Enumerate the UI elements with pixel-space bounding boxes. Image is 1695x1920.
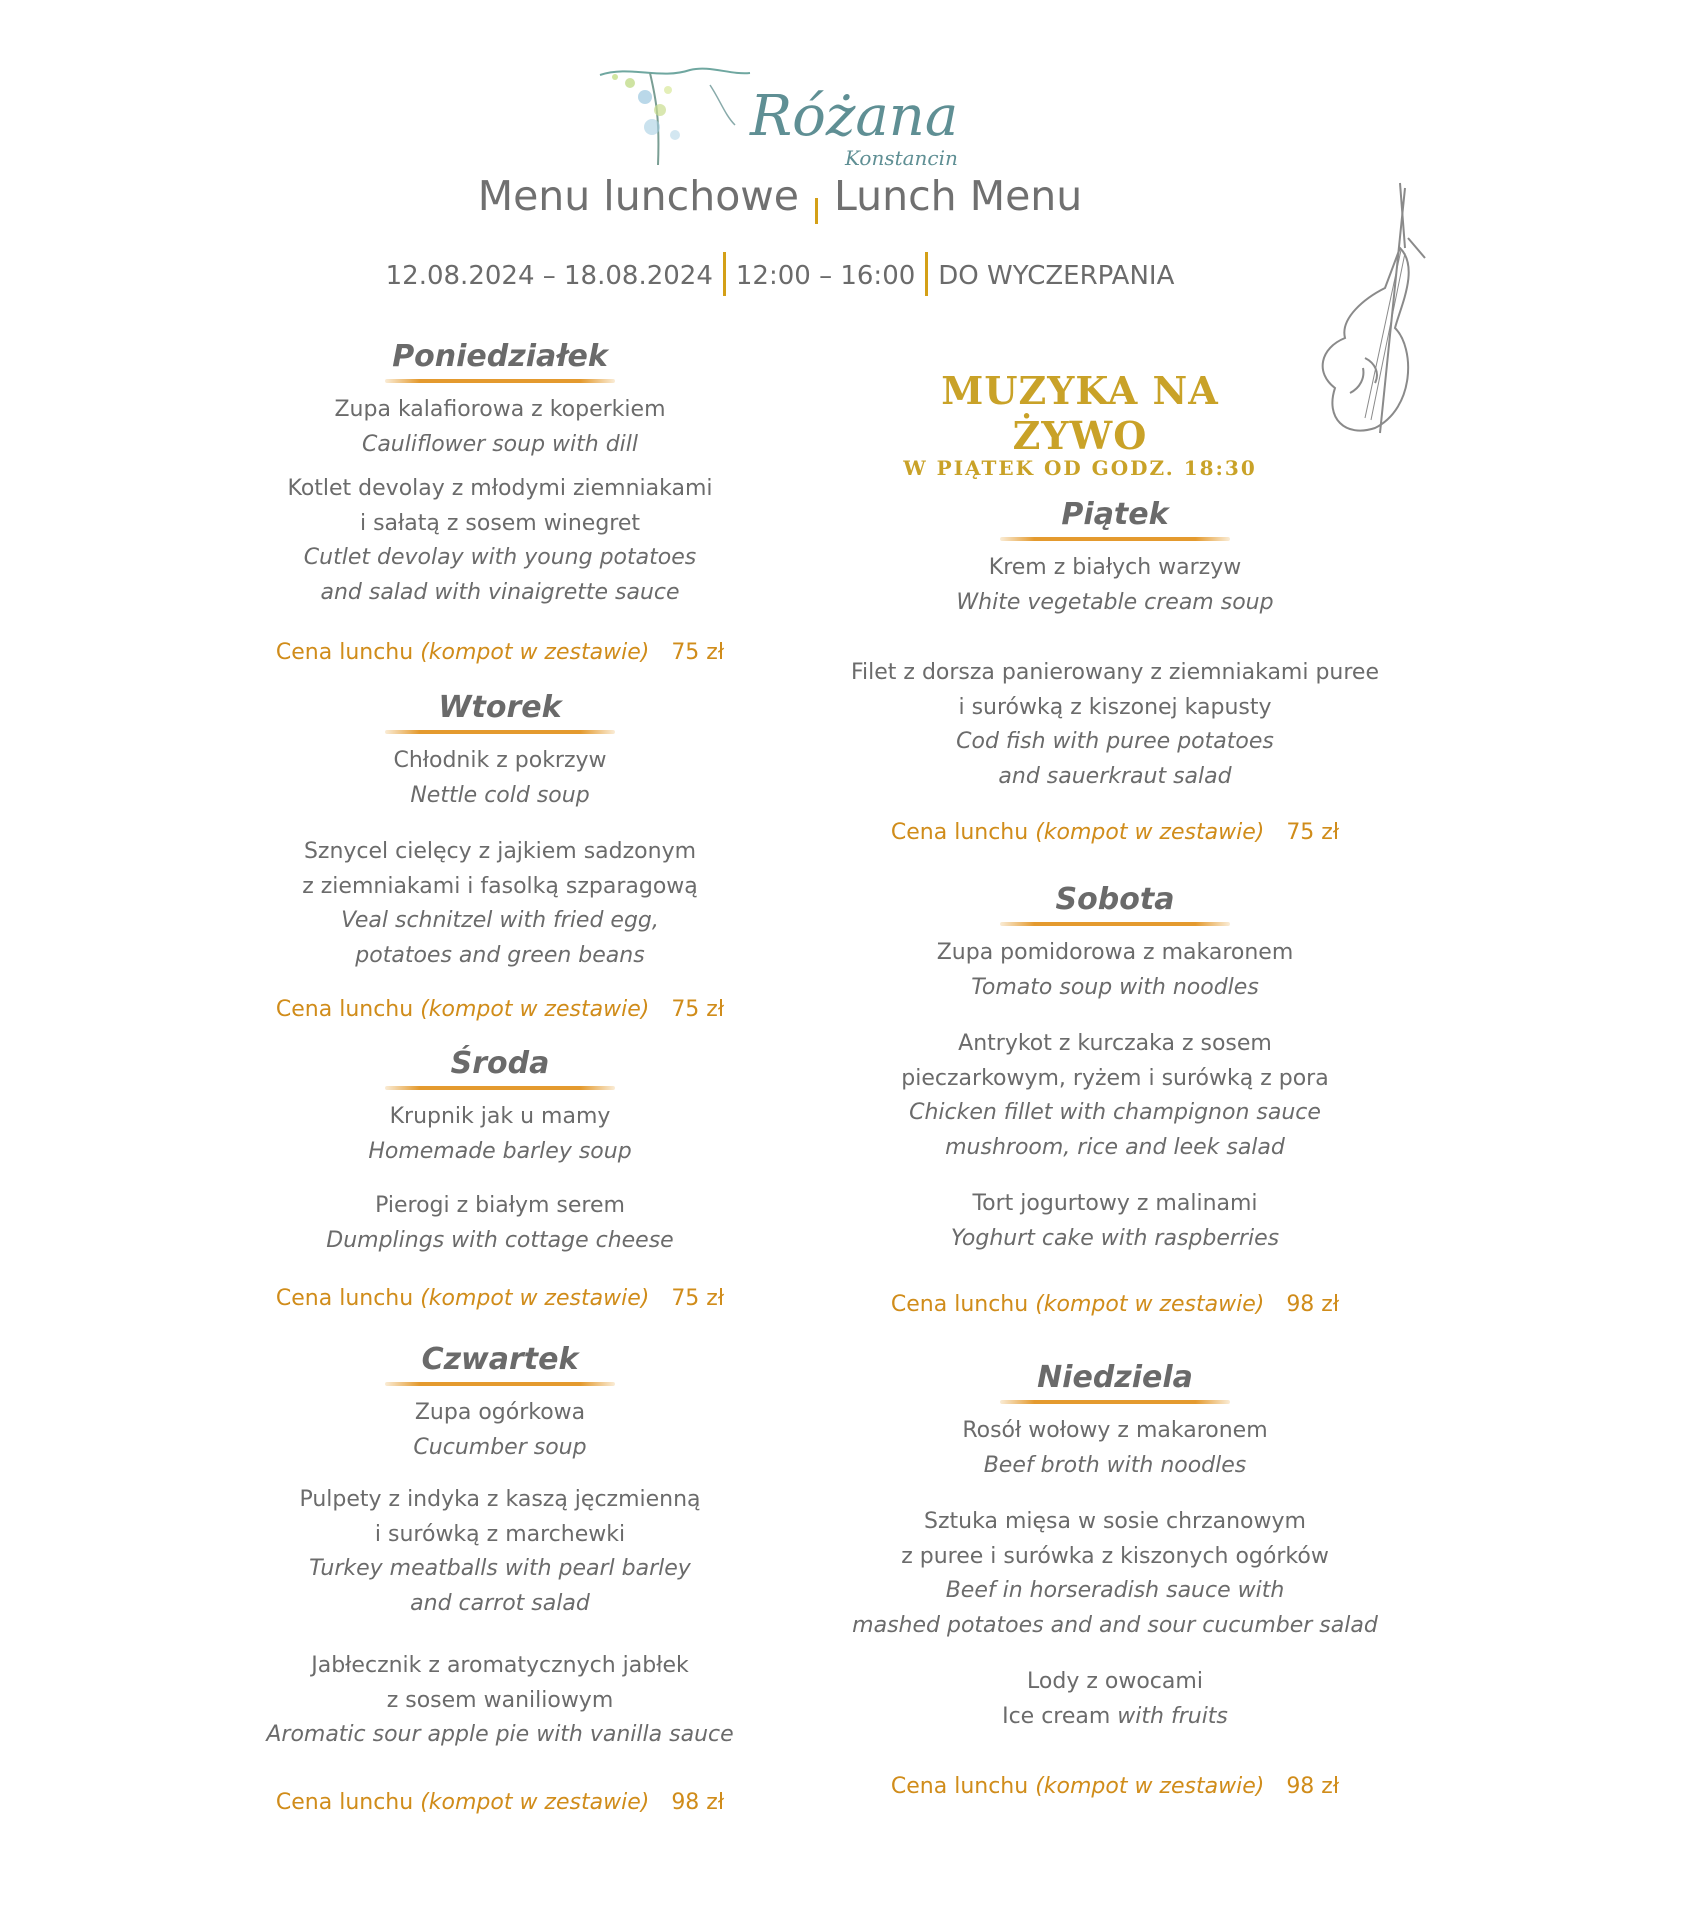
price-label: Cena lunchu — [890, 820, 1029, 845]
dish-en: White vegetable cream soup — [956, 589, 1274, 615]
dish-en: Aromatic sour apple pie with vanilla sauce — [266, 1722, 734, 1747]
menu-item — [835, 551, 1395, 620]
dish-pl: z puree i surówka z kiszonych ogórków — [901, 1543, 1329, 1569]
dish-en: mushroom, rice and leek salad — [945, 1134, 1285, 1160]
live-music-title: MUZYKA NA ŻYWO — [941, 368, 1219, 458]
dish-en: Beef broth with noodles — [983, 1452, 1247, 1478]
day-name: Poniedziałek — [392, 339, 608, 374]
menu-item — [835, 1187, 1395, 1256]
dish-en: Yoghurt cake with raspberries — [950, 1225, 1280, 1251]
menu-item — [220, 744, 780, 813]
dish-pl: i surówką z marchewki — [374, 1521, 626, 1547]
menu-item — [835, 656, 1395, 794]
day-monday — [220, 337, 780, 620]
price-monday — [220, 640, 780, 665]
price-sunday — [835, 1774, 1395, 1799]
dish-en: Turkey meatballs with pearl barley — [309, 1556, 691, 1581]
dish-en — [835, 1700, 1395, 1735]
dish-pl: Jabłecznik z aromatycznych jabłek — [311, 1653, 689, 1678]
dish-en: Veal schnitzel with fried egg, — [341, 908, 659, 933]
dish-pl: Sztuka mięsa w sosie chrzanowym — [924, 1509, 1306, 1534]
day-wednesday — [220, 1044, 780, 1268]
price-note: (kompot w zestawie) — [420, 997, 650, 1022]
logo-name-text: Różana — [750, 84, 959, 149]
price-friday — [835, 820, 1395, 845]
price-thursday — [220, 1790, 780, 1815]
dish-en: Cutlet devolay with young potatoes — [303, 545, 697, 570]
price-note: (kompot w zestawie) — [420, 1286, 650, 1311]
date-range: 12.08.2024 – 18.08.2024 — [385, 261, 713, 291]
price-amount: 98 zł — [1286, 1774, 1340, 1799]
dish-en: potatoes and green beans — [355, 942, 645, 968]
title-separator — [815, 198, 818, 224]
dish-pl: Rosół wołowy z makaronem — [962, 1418, 1268, 1443]
dish-pl: Pierogi z białym serem — [375, 1193, 625, 1218]
menu-item — [835, 1505, 1395, 1643]
dish-pl: Tort jogurtowy z malinami — [972, 1191, 1258, 1216]
dish-en: Dumplings with cottage cheese — [326, 1227, 674, 1253]
day-name: Wtorek — [438, 690, 562, 725]
menu-item — [220, 472, 780, 610]
dish-pl: i sałatą z sosem winegret — [359, 510, 641, 536]
dish-pl: Krupnik jak u mamy — [389, 1104, 611, 1129]
rozana-logo-graphic — [590, 55, 990, 180]
availability-note: DO WYCZERPANIA — [938, 261, 1175, 291]
price-tuesday — [220, 997, 780, 1022]
menu-item — [220, 1649, 780, 1753]
subtitle-separator — [925, 252, 928, 296]
day-underline — [1000, 537, 1230, 541]
dish-pl: i surówką z kiszonej kapusty — [958, 694, 1272, 720]
dish-pl: Filet z dorsza panierowany z ziemniakami puree — [850, 660, 1380, 685]
day-name: Piątek — [1061, 497, 1169, 532]
day-underline — [385, 1382, 615, 1386]
dish-en: Cucumber soup — [413, 1434, 587, 1460]
price-amount: 75 zł — [671, 997, 725, 1022]
serving-hours: 12:00 – 16:00 — [735, 261, 916, 291]
dish-en-italic: with fruits — [1117, 1703, 1228, 1729]
menu-item — [220, 1189, 780, 1258]
subtitle-separator — [723, 252, 726, 296]
price-note: (kompot w zestawie) — [1035, 1774, 1265, 1799]
menu-item — [220, 835, 780, 973]
dish-pl: Pulpety z indyka z kaszą jęczmienną — [299, 1487, 701, 1512]
price-amount: 75 zł — [671, 1286, 725, 1311]
price-amount: 75 zł — [1286, 820, 1340, 845]
dish-en: and salad with vinaigrette sauce — [320, 579, 680, 605]
dish-en: mashed potatoes and and sour cucumber salad — [852, 1612, 1378, 1638]
day-underline — [385, 379, 615, 383]
logo-sub-text: Konstancin — [845, 146, 958, 170]
day-underline — [385, 1086, 615, 1090]
menu-item — [835, 936, 1395, 1005]
title-pl: Menu lunchowe — [477, 172, 800, 220]
price-note: (kompot w zestawie) — [1035, 820, 1265, 845]
price-label: Cena lunchu — [275, 1790, 414, 1815]
dish-en: Cauliflower soup with dill — [361, 431, 639, 457]
day-name: Sobota — [1055, 882, 1175, 917]
price-label: Cena lunchu — [890, 1774, 1029, 1799]
dish-en: and carrot salad — [410, 1590, 590, 1616]
menu-item — [220, 1396, 780, 1465]
price-wednesday — [220, 1286, 780, 1311]
price-note: (kompot w zestawie) — [420, 640, 650, 665]
day-friday — [835, 495, 1395, 804]
dish-pl: Sznycel cielęcy z jajkiem sadzonym — [303, 839, 697, 864]
dish-pl: Chłodnik z pokrzyw — [393, 748, 607, 773]
day-underline — [1000, 1400, 1230, 1404]
price-saturday — [835, 1292, 1395, 1317]
dish-pl: Zupa ogórkowa — [414, 1400, 586, 1425]
live-music-banner — [870, 368, 1290, 480]
dish-en: Beef in horseradish sauce with — [945, 1578, 1285, 1603]
branch-illustration — [600, 69, 750, 165]
day-underline — [385, 730, 615, 734]
dish-en: and sauerkraut salad — [998, 763, 1232, 789]
day-name: Niedziela — [1037, 1360, 1193, 1395]
price-amount: 98 zł — [1286, 1292, 1340, 1317]
day-name: Czwartek — [421, 1342, 579, 1377]
menu-item — [220, 1100, 780, 1169]
dish-pl: Antrykot z kurczaka z sosem — [958, 1031, 1272, 1056]
dish-pl: Krem z białych warzyw — [988, 555, 1242, 580]
menu-item — [220, 393, 780, 462]
logo — [590, 55, 990, 180]
price-label: Cena lunchu — [890, 1292, 1029, 1317]
dish-en: Chicken fillet with champignon sauce — [909, 1100, 1321, 1125]
menu-item — [220, 1483, 780, 1621]
day-tuesday — [220, 688, 780, 983]
dish-pl: Zupa kalafiorowa z koperkiem — [334, 397, 666, 422]
title-en: Lunch Menu — [834, 172, 1083, 220]
day-name: Środa — [450, 1046, 550, 1081]
dish-en-plain: Ice cream — [1002, 1703, 1118, 1729]
dish-en: Tomato soup with noodles — [971, 974, 1259, 1000]
dish-pl: Lody z owocami — [1027, 1669, 1203, 1694]
day-thursday — [220, 1340, 780, 1763]
dish-en: Cod fish with puree potatoes — [956, 729, 1274, 754]
live-music-subtitle: W PIĄTEK OD GODZ. 18:30 — [903, 456, 1257, 480]
day-sunday — [835, 1358, 1395, 1744]
dish-en: Nettle cold soup — [410, 782, 590, 808]
price-note: (kompot w zestawie) — [420, 1790, 650, 1815]
price-label: Cena lunchu — [275, 997, 414, 1022]
day-underline — [1000, 922, 1230, 926]
price-amount: 98 zł — [671, 1790, 725, 1815]
menu-item — [835, 1414, 1395, 1483]
dish-en: Homemade barley soup — [368, 1138, 632, 1164]
day-saturday — [835, 880, 1395, 1266]
menu-item — [835, 1665, 1395, 1734]
dish-pl: Kotlet devolay z młodymi ziemniakami — [287, 476, 713, 501]
dish-pl: z ziemniakami i fasolką szparagową — [302, 873, 698, 899]
price-note: (kompot w zestawie) — [1035, 1292, 1265, 1317]
price-amount: 75 zł — [671, 640, 725, 665]
dish-pl: z sosem waniliowym — [386, 1687, 614, 1713]
price-label: Cena lunchu — [275, 1286, 414, 1311]
menu-item — [835, 1027, 1395, 1165]
dish-pl: Zupa pomidorowa z makaronem — [936, 940, 1294, 965]
violin-icon — [1305, 178, 1435, 446]
dish-pl: pieczarkowym, ryżem i surówką z pora — [901, 1065, 1329, 1091]
price-label: Cena lunchu — [275, 640, 414, 665]
